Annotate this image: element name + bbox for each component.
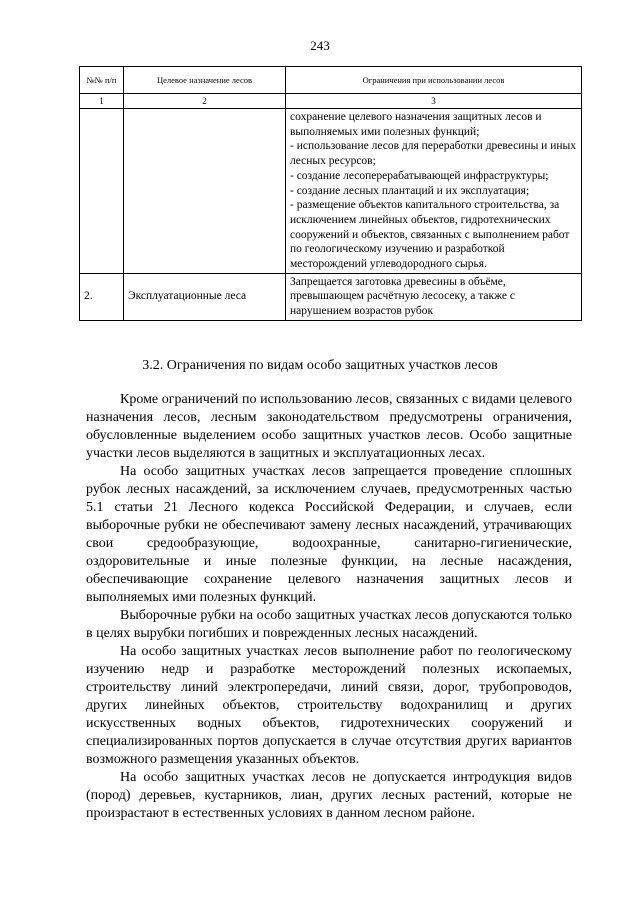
table-row bbox=[80, 273, 582, 320]
header-number: №№ п/п bbox=[80, 67, 124, 94]
row2-restrictions: Запрещается заготовка древесины в объёме, превышающем расчётную лесосеку, а также с нарушением возрастов рубок bbox=[286, 273, 582, 320]
body-text bbox=[86, 391, 572, 823]
column-number-2: 2 bbox=[124, 94, 286, 109]
restrictions-list bbox=[290, 110, 577, 272]
list-item: - создание лесных плантаций и их эксплуатация; bbox=[290, 184, 530, 197]
table-row bbox=[80, 109, 582, 274]
column-number-3: 3 bbox=[286, 94, 582, 109]
paragraph: Выборочные рубки на особо защитных участках лесов допускаются только в целях вырубки погибших и поврежденных лесных насаждений. bbox=[86, 608, 572, 641]
column-number-1: 1 bbox=[80, 94, 124, 109]
table-header-row bbox=[80, 67, 582, 94]
section-title: 3.2. Ограничения по видам особо защитных участков лесов bbox=[142, 358, 498, 373]
list-item: - создание лесоперерабатывающей инфраструктуры; bbox=[290, 169, 549, 182]
list-item: сохранение целевого назначения защитных лесов и выполняемых ими полезных функций; bbox=[290, 111, 542, 138]
paragraph: На особо защитных участках лесов запрещается проведение сплошных рубок лесных насаждений, за исключением случаев, предусмотренных частью 5.1 статьи 21 Лесного кодекса Российской Федерации, и случаев, если выборочные рубки не обеспечивают замену лесных насаждений, утрачивающих свои средообразующие, водоохранные, санитарно-гигиенические, оздоровительные и иные полезные функции, на лесные насаждения, обеспечивающие сохранение целевого назначения защитных лесов и выполняемых ими полезных функций. bbox=[86, 464, 572, 605]
header-restrictions: Ограничения при использовании лесов bbox=[286, 67, 582, 94]
column-number-row bbox=[80, 94, 582, 109]
row1-restrictions bbox=[286, 109, 582, 274]
restrictions-table bbox=[79, 66, 582, 321]
paragraph: Кроме ограничений по использованию лесов, связанных с видами целевого назначения лесов, лесным законодательством предусмотрены ограничения, обусловленные выделением особо защитных участков лесов. Особо защитные участки лесов выделяются в защитных и эксплуатационных лесах. bbox=[86, 392, 572, 461]
row2-purpose: Эксплуатационные леса bbox=[124, 273, 286, 320]
row1-number bbox=[80, 109, 124, 274]
list-item: - размещение объектов капитального строительства, за исключением линейных объектов, гидротехнических сооружений и объектов, связанных с выполнением работ по геологическому изучению и разработкой месторождений углеводородного сырья. bbox=[290, 199, 570, 271]
row2-number: 2. bbox=[80, 273, 124, 320]
paragraph: На особо защитных участках лесов не допускается интродукция видов (пород) деревьев, кустарников, лиан, других лесных растений, которые не произрастают в естественных условиях в данном лесном районе. bbox=[86, 770, 572, 821]
page-number: 243 bbox=[310, 38, 330, 53]
row1-purpose bbox=[124, 109, 286, 274]
header-purpose: Целевое назначение лесов bbox=[124, 67, 286, 94]
paragraph: На особо защитных участках лесов выполнение работ по геологическому изучению недр и разработке месторождений полезных ископаемых, строительству линий электропередачи, линий связи, дорог, трубопроводов, других линейных объектов, строительству водохранилищ и других искусственных водных объектов, гидротехнических сооружений и специализированных портов допускается в случае отсутствия других вариантов возможного размещения указанных объектов. bbox=[86, 644, 572, 767]
list-item: - использование лесов для переработки древесины и иных лесных ресурсов; bbox=[290, 140, 576, 168]
